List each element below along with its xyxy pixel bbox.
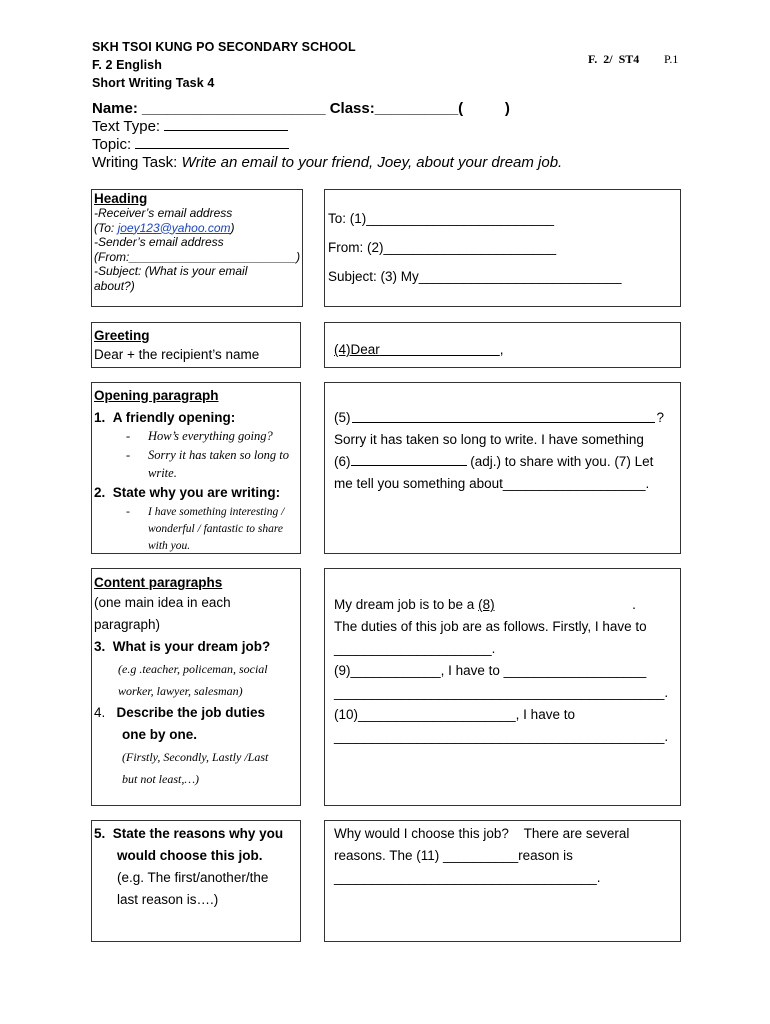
text-type-label: Text Type:	[92, 118, 165, 135]
opening-sentence: Sorry it has taken so long to write. I have something	[334, 432, 644, 447]
sender-email-hint: -Sender’s email address	[94, 235, 224, 249]
greeting-title: Greeting	[94, 328, 150, 343]
opening-item-1: 1. A friendly opening:	[94, 410, 236, 425]
content-blank-9[interactable]: (9)____________, I have to ___________________	[334, 663, 647, 678]
subject-field[interactable]: Subject: (3) My___________________________	[328, 269, 622, 284]
opening-blank-6[interactable]: (6) (adj.) to share with you. (7) Let	[334, 451, 671, 473]
receiver-email-hint: -Receiver’s email address	[94, 206, 233, 220]
content-desc-1: (one main idea in each	[94, 595, 231, 610]
ref-code: F. 2/ ST4	[588, 52, 640, 66]
content-item-4: 4. Describe the job duties	[94, 705, 266, 720]
opening-blank-7[interactable]: me tell you something about___________________.	[334, 476, 650, 491]
to-field[interactable]: To: (1)_________________________	[328, 211, 554, 226]
opening-item-2: 2. State why you are writing:	[94, 484, 281, 500]
content-item-3: 3. What is your dream job?	[94, 639, 271, 654]
content-blank-10[interactable]: (10)_____________________, I have to	[334, 707, 575, 722]
reasons-blank-11[interactable]: reasons. The (11) __________reason is	[334, 848, 573, 863]
greeting-guide-box	[91, 322, 301, 368]
page-number: P.1	[664, 52, 679, 66]
sender-email-blank: (From:_________________________)	[94, 249, 301, 264]
writing-task-label: Writing Task:	[92, 154, 182, 171]
content-blank-duty-1[interactable]: _____________________.	[334, 641, 496, 656]
content-blank-duty-2[interactable]: ____________________________________________.	[334, 685, 669, 700]
opening-sub-2: - Sorry it has taken so long to write.	[126, 447, 289, 480]
text-type-row[interactable]	[92, 118, 288, 136]
topic-label: Topic:	[92, 136, 136, 153]
text-type-blank[interactable]	[164, 118, 288, 131]
opening-blank-5[interactable]: (5) ?	[334, 407, 664, 429]
reasons-answer-box	[324, 820, 681, 942]
content-answer-box	[324, 568, 681, 806]
opening-sub-1: - How’s everything going?	[126, 429, 273, 443]
subject-hint-cont: about?)	[94, 278, 135, 293]
content-duties-sentence: The duties of this job are as follows. Firstly, I have to	[334, 619, 647, 634]
opening-answer-box	[324, 382, 681, 554]
class-field[interactable]: Class:__________( )	[329, 100, 510, 117]
reasons-eg-2: last reason is….)	[117, 892, 219, 907]
heading-guide-box	[91, 189, 303, 307]
heading-answer-box	[324, 189, 681, 307]
content-desc-2: paragraph)	[94, 617, 161, 632]
content-item-3-eg-1: (e.g .teacher, policeman, social	[118, 662, 268, 676]
content-blank-8[interactable]: My dream job is to be a (8) .	[334, 597, 636, 612]
topic-row[interactable]	[92, 136, 289, 154]
from-field[interactable]: From: (2)_______________________	[328, 240, 557, 255]
content-item-4-eg-1: (Firstly, Secondly, Lastly /Last	[122, 750, 269, 764]
name-class-row	[92, 100, 510, 118]
content-item-3-eg-2: worker, lawyer, salesman)	[118, 684, 243, 698]
heading-title: Heading	[94, 191, 148, 206]
reasons-guide-box	[91, 820, 301, 942]
school-name: SKH TSOI KUNG PO SECONDARY SCHOOL	[92, 40, 356, 54]
reasons-item-5-cont: would choose this job.	[117, 848, 263, 863]
reasons-question: Why would I choose this job? There are several	[334, 826, 630, 841]
task-label: Short Writing Task 4	[92, 76, 215, 90]
opening-sub-3: - I have something interesting / wonderful / fantastic to share with you.	[126, 503, 285, 552]
content-blank-duty-3[interactable]: ____________________________________________.	[334, 729, 669, 744]
example-email-link[interactable]: joey123@yahoo.com	[117, 220, 231, 235]
subject-label: F. 2 English	[92, 58, 162, 72]
name-field[interactable]: Name: ______________________	[92, 100, 330, 117]
receiver-email-example: (To: joey123@yahoo.com)	[94, 220, 235, 235]
greeting-desc: Dear + the recipient’s name	[94, 347, 260, 362]
writing-task-row	[92, 154, 562, 172]
opening-title: Opening paragraph	[94, 388, 219, 403]
reasons-eg-1: (e.g. The first/another/the	[117, 870, 269, 885]
greeting-blank[interactable]: (4)Dear ,	[334, 342, 504, 357]
reasons-blank-reason[interactable]: ___________________________________.	[334, 870, 601, 885]
content-item-4-cont: one by one.	[122, 727, 198, 742]
content-item-4-eg-2: but not least,…)	[122, 772, 199, 786]
writing-task-text: Write an email to your friend, Joey, about your dream job.	[181, 154, 563, 171]
opening-guide-box	[91, 382, 301, 554]
reasons-item-5: 5. State the reasons why you	[94, 826, 284, 841]
content-guide-box	[91, 568, 301, 806]
topic-blank[interactable]	[135, 136, 289, 149]
content-title: Content paragraphs	[94, 575, 223, 590]
greeting-answer-box	[324, 322, 681, 368]
subject-hint: -Subject: (What is your email	[94, 264, 248, 278]
